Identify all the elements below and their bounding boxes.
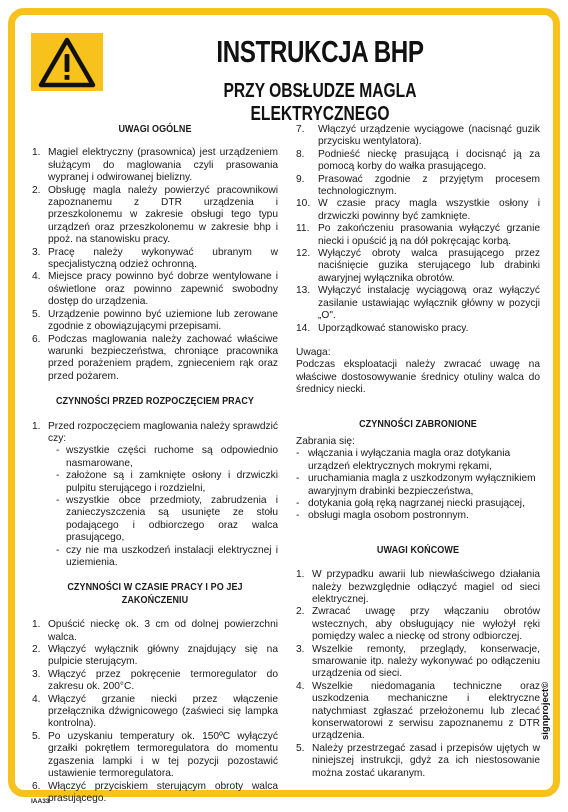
item-text: Wszelkie niedomagania techniczne oraz uszkodzenia mechaniczne i elektryczne natychmiast zgłaszać przełożonemu lub zlecać konserwatorowi z serwisu zapoznanemu z DTR urządzenia. <box>312 680 540 742</box>
item-number: 10. <box>296 198 311 210</box>
section-heading-before: CZYNNOŚCI PRZED ROZPOCZĘCIEM PRACY <box>55 396 255 408</box>
list-item <box>296 606 540 643</box>
item-text: Wyłączyć obroty walca prasującego przez naciśnięcie guzika sterującego lub drabinki awaryjnej wyłącznika obrotów. <box>318 248 540 284</box>
item-number: 1. <box>296 569 305 581</box>
item-text: Po uzyskaniu temperatury ok. 150ºC wyłączyć grzałki pokrętłem termoregulatora do momentu zgaszenia lampki i w tej pozycji pozostawić ustawienie termoregulatora. <box>48 730 278 780</box>
item-number: 8. <box>296 148 305 160</box>
final-list <box>296 569 540 780</box>
list-item <box>296 124 540 149</box>
item-text: Prasować zgodnie z przyjętym procesem technologicznym. <box>318 173 540 198</box>
item-text: Po zakończeniu prasowania wyłączyć grzanie niecki i opuścić ją na dół pokręcając korbą. <box>318 223 540 247</box>
note-text: Podczas eksploatacji należy zwracać uwagę na właściwe dostosowywanie średnicy otuliny walca do średnicy niecki. <box>296 359 540 396</box>
forbidden-item: - dotykania gołą ręką nagrzanej niecki prasującej, <box>296 498 540 510</box>
item-text: Podnieść nieckę prasującą i docisnąć ją za pomocą korby do wałka prasującego. <box>318 148 540 173</box>
item-number: 11. <box>296 223 310 235</box>
general-list <box>32 147 278 383</box>
list-item <box>32 247 278 272</box>
item-number: 1. <box>32 619 41 631</box>
item-number: 1. <box>32 420 41 432</box>
item-number: 3. <box>32 246 41 258</box>
item-number: 7. <box>296 124 305 135</box>
forbidden-item: - obsługi magla osobom postronnym. <box>296 510 540 522</box>
during-list-part2 <box>296 124 540 335</box>
right-column <box>296 124 540 780</box>
check-item: - czy nie ma uszkodzeń instalacji elektrycznej i uziemienia. <box>56 545 278 570</box>
list-item <box>296 223 540 248</box>
item-number: 5. <box>32 730 41 742</box>
item-text: Przed rozpoczęciem maglowania należy sprawdzić czy: <box>48 420 278 444</box>
item-number: 4. <box>32 693 41 705</box>
list-item <box>296 174 540 199</box>
section-heading-during: CZYNNOŚCI W CZASIE PRACY I PO JEJ ZAKOŃCZENIU <box>67 582 243 606</box>
check-item: - założone są i zamknięte osłony i drzwiczki pulpitu sterującego i rozdzielni, <box>56 470 278 495</box>
list-item <box>32 644 278 669</box>
check-list <box>48 445 278 569</box>
item-text: Urządzenie powinno być uziemione lub zerowane zgodnie z obowiązującymi przepisami. <box>48 308 278 333</box>
item-number: 3. <box>32 668 41 680</box>
item-text: Wyłączyć instalację wyciągową oraz wyłączyć zasilanie ustawiając wyłącznik główny w pozycji „O". <box>318 285 540 322</box>
item-text: Opuścić nieckę ok. 3 cm od dolnej powierzchni walca. <box>48 619 278 643</box>
list-item <box>296 569 540 606</box>
list-item <box>32 147 278 184</box>
item-text: Zwracać uwagę przy włączaniu obrotów wstecznych, aby obsługujący nie wyłożył ręki pomiędzy walec a nieckę od strony odbiorczej. <box>312 606 540 643</box>
item-number: 2. <box>32 644 41 656</box>
page-subtitle: PRZY OBSŁUDZE MAGLA ELEKTRYCZNEGO <box>223 80 417 125</box>
item-number: 6. <box>32 780 41 792</box>
list-item <box>32 185 278 247</box>
list-item <box>296 149 540 174</box>
list-item <box>32 421 278 570</box>
section-heading-final: UWAGI KOŃCOWE <box>376 544 460 556</box>
forbidden-list <box>296 448 540 522</box>
item-text: W przypadku awarii lub niewłaściwego działania należy bezwzględnie odłączyć magiel od sieci elektrycznej. <box>312 569 540 605</box>
product-code: IAA33 <box>31 798 50 805</box>
item-text: Włączyć przez pokręcenie termoregulator do zakresu ok. 200°C. <box>48 668 278 693</box>
list-item <box>296 198 540 223</box>
brand-logo-text: signproject© <box>540 681 551 740</box>
section-heading-forbidden: CZYNNOŚCI ZABRONIONE <box>359 418 477 430</box>
note-label: Uwaga: <box>296 346 331 358</box>
left-column <box>32 124 278 805</box>
list-item <box>296 323 540 335</box>
item-number: 6. <box>32 333 41 345</box>
section-heading-general: UWAGI OGÓLNE <box>118 124 192 135</box>
during-list-part1 <box>32 619 278 805</box>
item-number: 12. <box>296 248 311 260</box>
list-item <box>32 781 278 806</box>
list-item <box>32 731 278 781</box>
list-item <box>32 334 278 384</box>
item-number: 9. <box>296 173 305 185</box>
warning-triangle-icon <box>37 35 97 89</box>
item-number: 5. <box>296 742 305 754</box>
check-item: - wszystkie obce przedmioty, zabrudzenia i zanieczyszczenia są usunięte ze stołu podającego i odbiorczego oraz walca prasującego, <box>56 495 278 545</box>
forbidden-item: - uruchamiania magla z uszkodzonym wyłącznikiem awaryjnym drabinki bezpieczeństwa, <box>296 473 540 498</box>
item-number: 1. <box>32 147 41 159</box>
before-list <box>32 421 278 570</box>
list-item <box>32 619 278 644</box>
list-item <box>32 271 278 308</box>
item-text: Wszelkie remonty, przeglądy, konserwacje, smarowanie itp. należy wykonywać po odłączeniu urządzenia od sieci. <box>312 643 540 680</box>
list-item <box>296 644 540 681</box>
item-text: Miejsce pracy powinno być dobrze wentylowane i oświetlone oraz powinno zapewnić swobodny dostęp do urządzenia. <box>48 271 278 308</box>
list-item <box>296 681 540 743</box>
item-text: Pracę należy wykonywać ubranym w specjalistyczną odzież ochronną. <box>48 246 278 271</box>
item-text: Włączyć grzanie niecki przez włączenie przełącznika dźwignicowego (zaświeci się lampka kontrolna). <box>48 693 278 730</box>
page-title: INSTRUKCJA BHP <box>216 34 424 69</box>
item-number: 2. <box>32 184 41 196</box>
item-text: Włączyć urządzenie wyciągowe (nacisnąć guzik przycisku wentylatora). <box>318 124 540 148</box>
item-text: Uporządkować stanowisko pracy. <box>318 322 469 334</box>
item-number: 5. <box>32 308 41 320</box>
list-item <box>32 694 278 731</box>
forbidden-item: - włączania i wyłączania magla oraz dotykania urządzeń elektrycznych mokrymi rękami, <box>296 448 540 473</box>
item-text: Należy przestrzegać zasad i przepisów ujętych w niniejszej instrukcji, gdyż za ich niestosowanie można zostać ukaranym. <box>312 742 540 779</box>
list-item <box>32 669 278 694</box>
check-item: - wszystkie części ruchome są odpowiednio nasmarowane, <box>56 445 278 470</box>
item-text: Magiel elektryczny (prasownica) jest urządzeniem służącym do maglowania czyli prasowania wypranej i odwirowanej bielizny. <box>48 147 278 184</box>
item-number: 4. <box>32 271 41 283</box>
item-text: Włączyć wyłącznik główny znajdujący się na pulpicie sterującym. <box>48 644 278 668</box>
item-text: Podczas maglowania należy zachować właściwe warunki bezpieczeństwa, chroniące pracownika przed porażeniem prądem, zgnieceniem rąk oraz przed pożarem. <box>48 333 278 382</box>
list-item <box>296 743 540 780</box>
list-item <box>296 248 540 285</box>
item-text: W czasie pracy magla wszystkie osłony i drzwiczki powinny być zamknięte. <box>318 198 540 222</box>
forbidden-intro: Zabrania się: <box>296 435 355 447</box>
list-item <box>296 285 540 322</box>
warning-badge <box>31 33 103 91</box>
list-item <box>32 309 278 334</box>
item-text: Włączyć przyciskiem sterującym obroty walca prasującego. <box>48 780 278 804</box>
item-number: 4. <box>296 680 305 692</box>
item-text: Obsługę magla należy powierzyć pracownikowi zapoznanemu z DTR urządzenia i przeszkolonemu w zakresie obsługi tego typu urządzeń oraz przeszkolonemu w zakresie bhp i ppoż. na stanowisku pracy. <box>48 184 278 246</box>
item-number: 14. <box>296 322 311 334</box>
item-number: 2. <box>296 606 305 618</box>
item-number: 13. <box>296 285 311 297</box>
item-number: 3. <box>296 643 305 655</box>
